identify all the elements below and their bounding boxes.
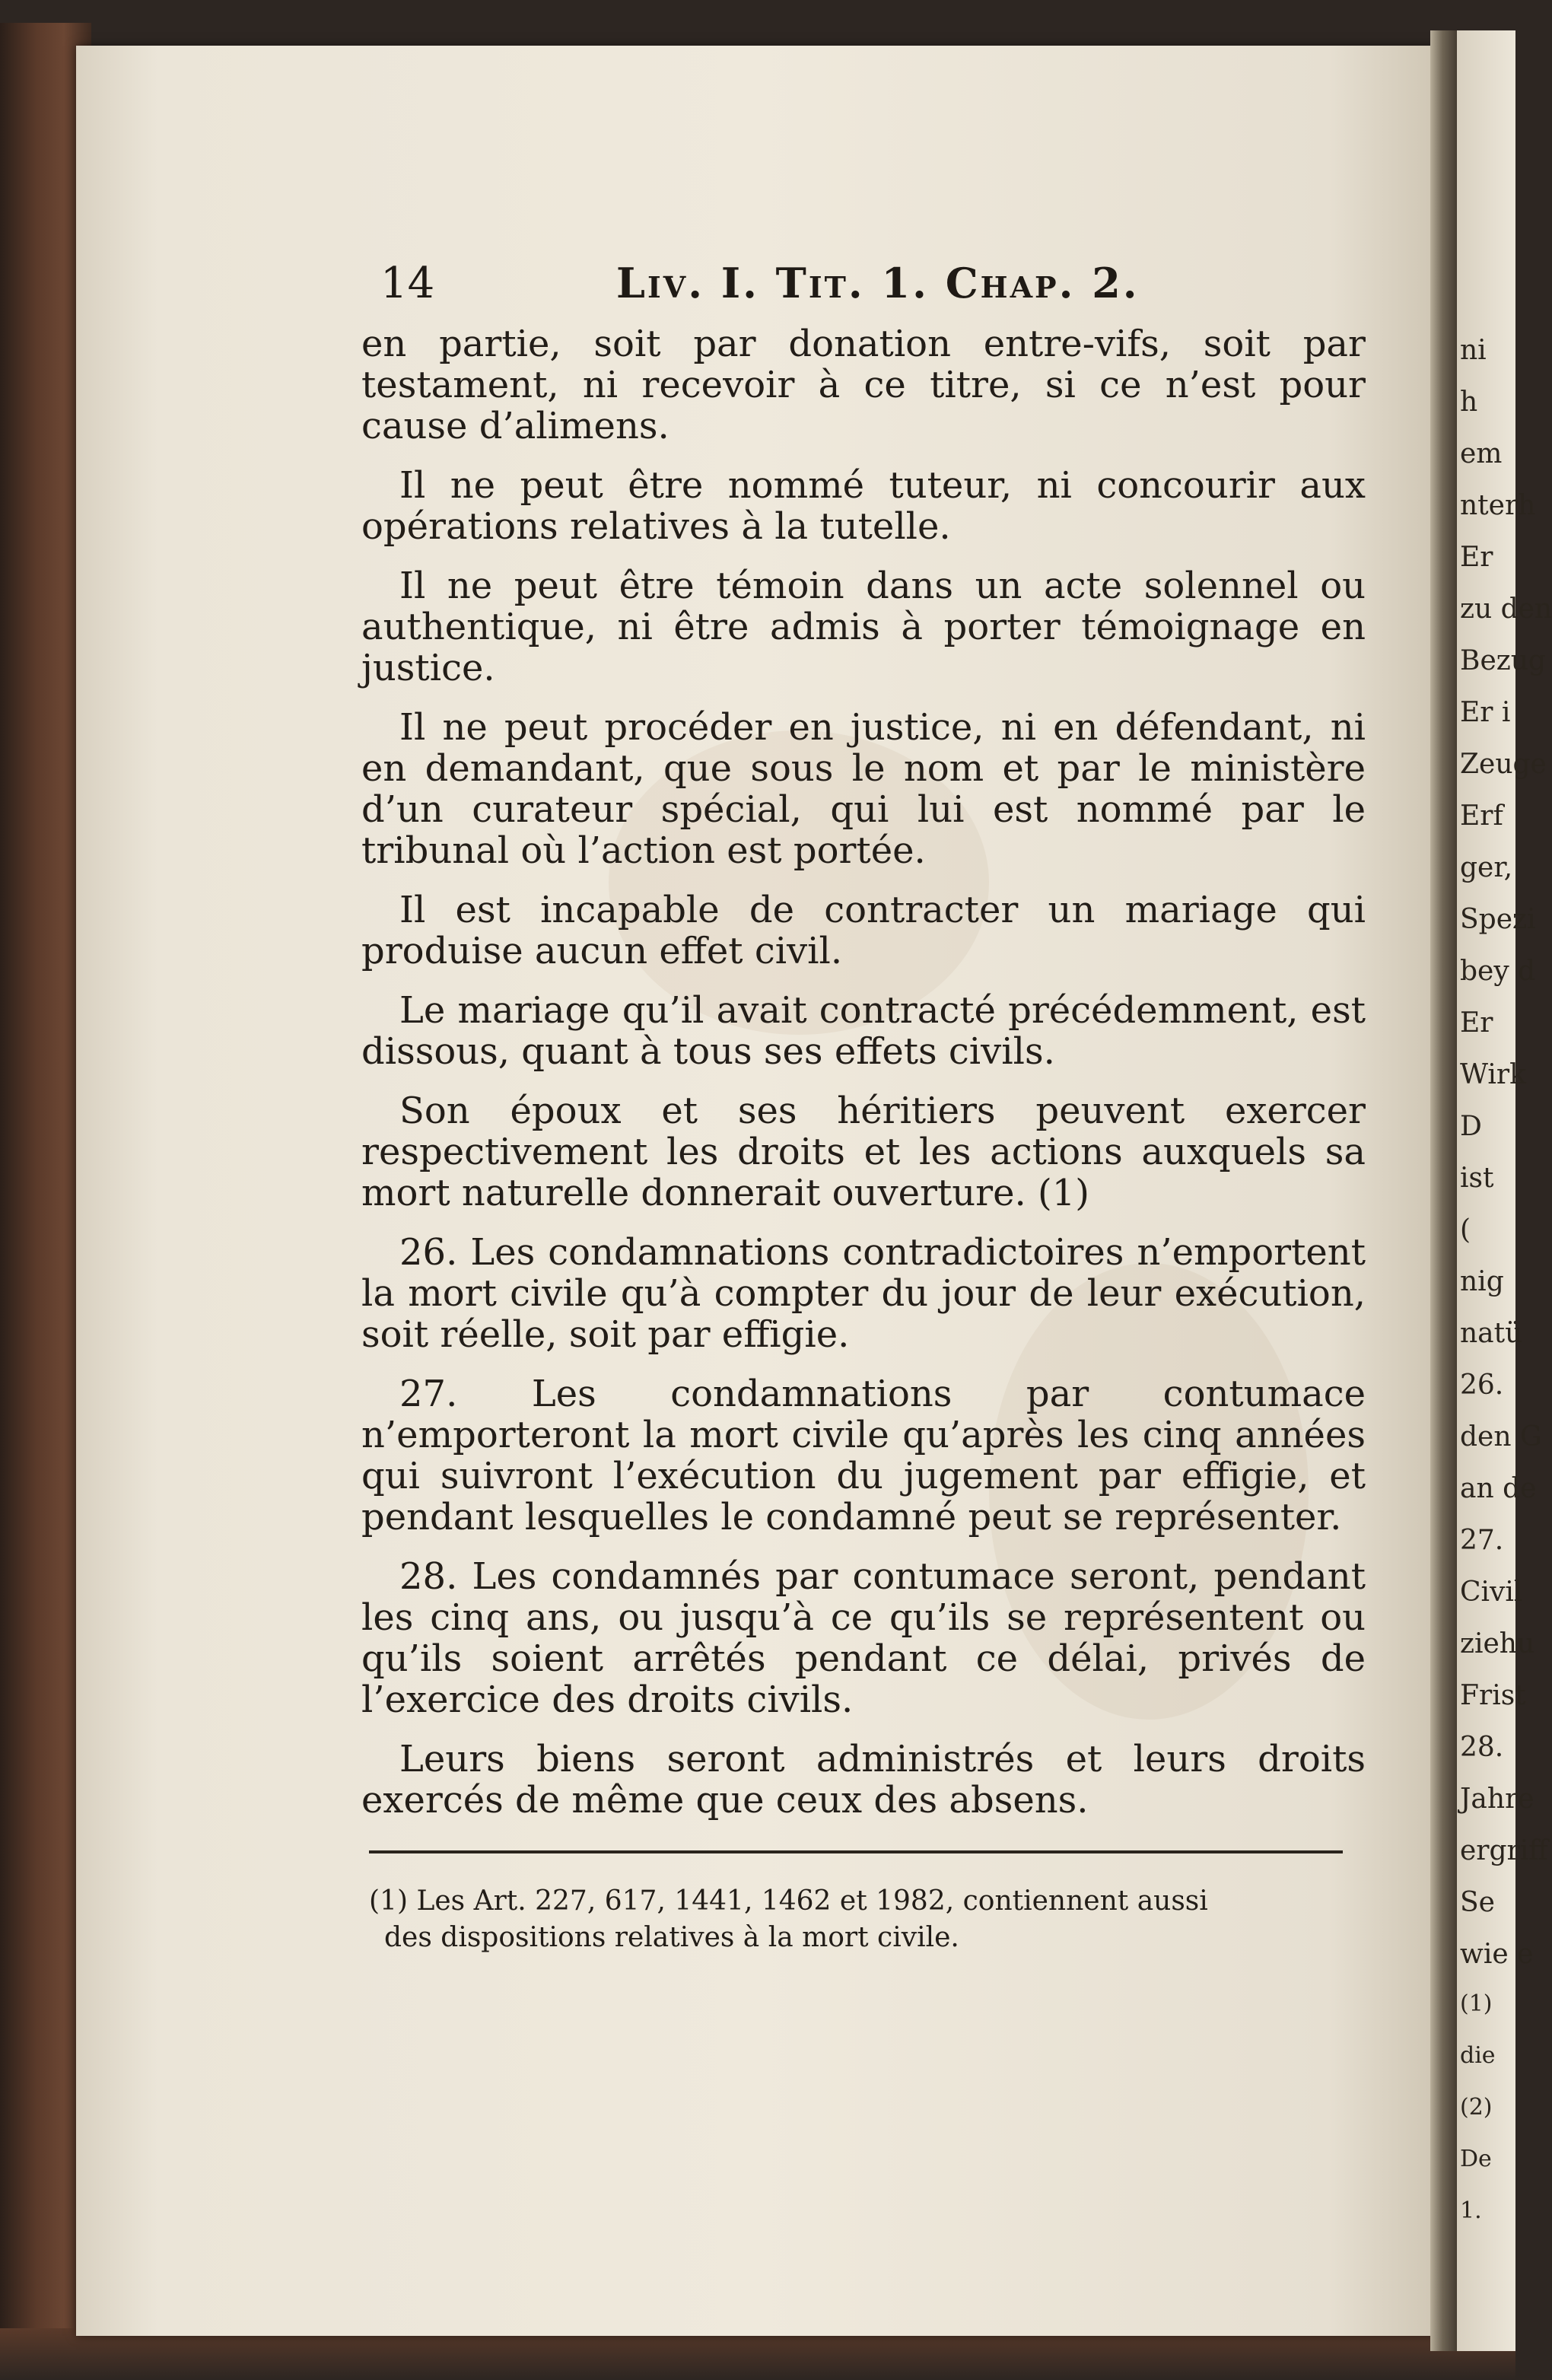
facing-page-fragment-line: Er i [1460, 697, 1511, 728]
facing-page-fragment-line: 27. [1460, 1525, 1504, 1556]
facing-page-fragment-line: ergriff [1460, 1835, 1548, 1866]
footnote-rule [369, 1850, 1343, 1853]
facing-page-fragment-line: Erf [1460, 800, 1503, 832]
paragraph: en partie, soit par donation entre-vifs, soit par testament, ni recevoir à ce titre, si ce n’est pour cause d’alimens. [361, 323, 1366, 447]
paragraph: Il ne peut procéder en justice, ni en défendant, ni en demandant, que sous le nom et par le ministère d’un curateur spécial, qui lui est nommé par le tribunal où l’action est portée. [361, 706, 1366, 872]
article-27: 27. Les condamnations par contumace n’emporteront la mort civile qu’après les cinq années qui suivront l’exécution du jugement par effigie, et pendant lesquelles le condamné peut se représenter. [361, 1373, 1366, 1538]
facing-page-fragment-line: bey d [1460, 956, 1536, 987]
body-text [361, 323, 1366, 1839]
facing-page-fragment-line: den G [1460, 1421, 1542, 1452]
facing-page-fragment-line: Spezi [1460, 904, 1536, 935]
paragraph: Leurs biens seront administrés et leurs droits exercés de même que ceux des absens. [361, 1738, 1366, 1822]
facing-page-fragment-line: Bezug [1460, 645, 1546, 676]
paragraph: Il est incapable de contracter un mariage qui produise aucun effet civil. [361, 889, 1366, 972]
facing-page-fragment-line: Jahre [1460, 1783, 1535, 1815]
paragraph: Le mariage qu’il avait contracté précédemment, est dissous, quant à tous ses effets civils. [361, 989, 1366, 1073]
facing-page-fragment-line: 28. [1460, 1732, 1504, 1763]
paragraph: Il ne peut être nommé tuteur, ni concourir aux opérations relatives à la tutelle. [361, 464, 1366, 548]
facing-page-fragment-line: ist [1460, 1163, 1494, 1194]
article-28: 28. Les condamnés par contumace seront, pendant les cinq ans, ou jusqu’à ce qu’ils se représentent ou qu’ils soient arrêtés pendant ce délai, privés de l’exercice des droits civils. [361, 1555, 1366, 1721]
book-cover-bottom [0, 2328, 1515, 2380]
page-number: 14 [380, 259, 435, 308]
footnote-line: (1) Les Art. 227, 617, 1441, 1462 et 1982, contiennent aussi [369, 1885, 1208, 1917]
facing-page-fragment-line: 26. [1460, 1370, 1504, 1401]
facing-page-fragment-line: De [1460, 2146, 1492, 2172]
facing-page-fragment-line: ger, [1460, 852, 1513, 883]
facing-page-fragment-line: Se [1460, 1887, 1495, 1918]
facing-page-fragment-line: Wirk [1460, 1059, 1526, 1090]
facing-page-fragment-line: Zeuge [1460, 749, 1547, 780]
facing-page-fragment-line: Civil [1460, 1577, 1523, 1608]
paragraph: Son époux et ses héritiers peuvent exercer respectivement les droits et les actions auxquels sa mort naturelle donnerait ouverture. (1) [361, 1090, 1366, 1214]
facing-page-fragment-line: Frist [1460, 1680, 1526, 1711]
facing-page-fragment-line: zu den [1460, 593, 1552, 625]
article-26: 26. Les condamnations contradictoires n’emportent la mort civile qu’à compter du jour de leur exécution, soit réelle, soit par effigie. [361, 1231, 1366, 1356]
facing-page-fragment-line: D [1460, 1111, 1482, 1142]
facing-page-fragment-line: die [1460, 2042, 1496, 2069]
facing-page-fragment-line: 1. [1460, 2197, 1482, 2224]
facing-page-fragment-line: em [1460, 438, 1503, 469]
facing-page-fragment [1457, 30, 1552, 2351]
page-header [380, 259, 1248, 320]
facing-page-fragment-line: nterh [1460, 490, 1536, 521]
facing-page-fragment-line: (1) [1460, 1990, 1493, 2017]
paragraph: Il ne peut être témoin dans un acte solennel ou authentique, ni être admis à porter témoignage en justice. [361, 565, 1366, 689]
facing-page-fragment-line: natü [1460, 1318, 1523, 1349]
facing-page-fragment-line: Er [1460, 542, 1493, 573]
facing-page-fragment-line: nig [1460, 1266, 1504, 1297]
facing-page-fragment-line: h [1460, 387, 1478, 418]
facing-page-fragment-line: ( [1460, 1214, 1471, 1246]
running-title: Liv. I. Tit. 1. Chap. 2. [616, 259, 1140, 307]
facing-page-fragment-line: Er [1460, 1007, 1493, 1039]
book-gutter [1430, 30, 1461, 2351]
facing-page-fragment-line: an de [1460, 1473, 1537, 1504]
facing-page-fragment-line: ziehu [1460, 1628, 1535, 1659]
facing-page-fragment-line: ni [1460, 335, 1487, 366]
footnote [369, 1883, 1358, 1956]
footnote-line: des dispositions relatives à la mort civile. [384, 1922, 959, 1953]
facing-page-fragment-line: (2) [1460, 2094, 1493, 2121]
facing-page-fragment-line: wie e [1460, 1939, 1534, 1970]
